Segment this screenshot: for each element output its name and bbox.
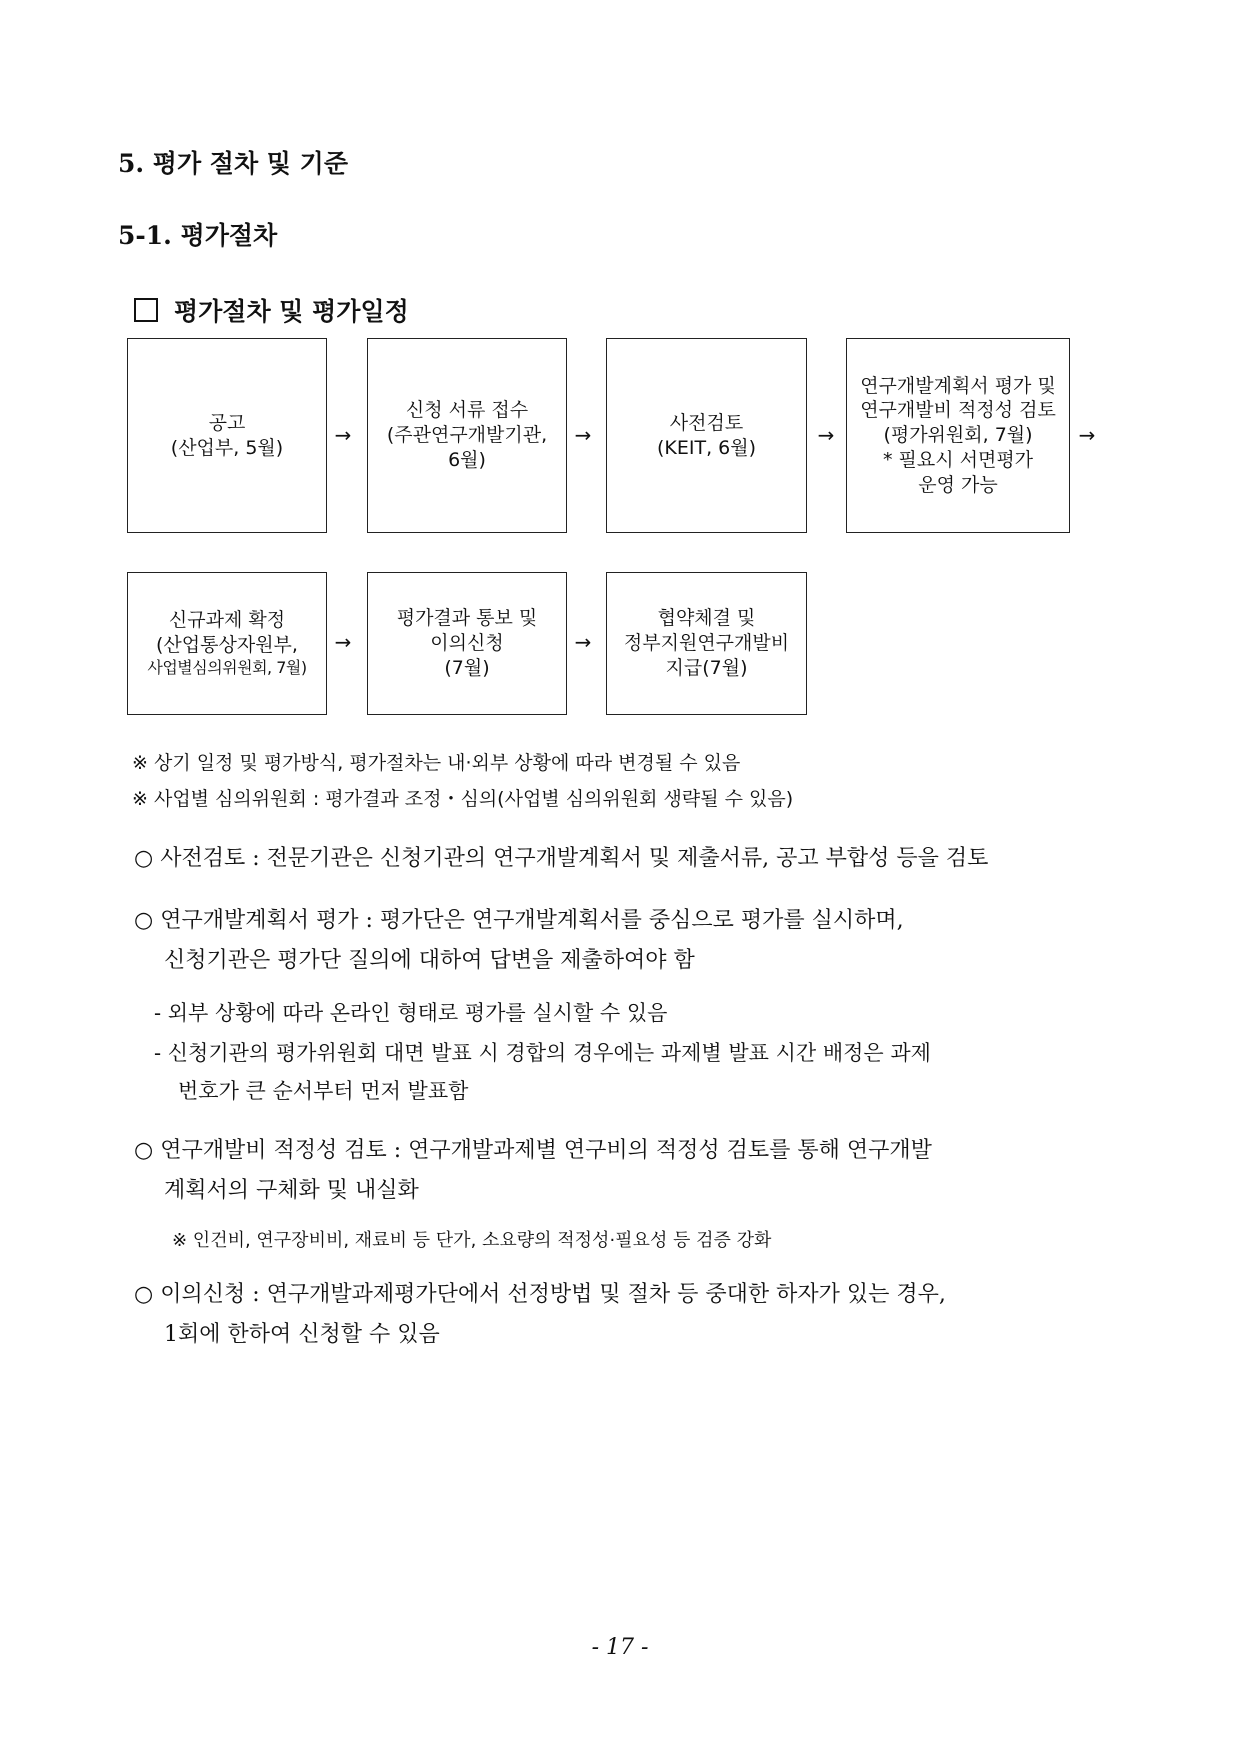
flow-box-plan-evaluation [846, 338, 1070, 533]
committee-note: ※ 사업별 심의위원회 : 평가결과 조정・심의(사업별 심의위원회 생략될 수 있음) [132, 788, 794, 810]
bullet-prereview: ○ 사전검토 : 전문기관은 신청기관의 연구개발계획서 및 제출서류, 공고 부합성 등을 검토 [134, 846, 989, 871]
flow-text: (주관연구개발기관, [386, 424, 548, 447]
flow-text: (산업부, 5월) [170, 436, 284, 459]
flow-arrow: → [334, 423, 352, 447]
bullet-objection: ○ 이의신청 : 연구개발과제평가단에서 선정방법 및 절차 등 중대한 하자가 있는 경우, [134, 1282, 946, 1307]
flow-text: 신청 서류 접수 [405, 399, 529, 422]
flow-text: 6월) [448, 448, 486, 471]
flow-box-application [367, 338, 567, 533]
flow-box-agreement [606, 572, 807, 715]
dash-presentation: - 신청기관의 평가위원회 대면 발표 시 경합의 경우에는 과제별 발표 시간 배정은 과제 [154, 1041, 931, 1065]
flow-text: 평가결과 통보 및 [396, 607, 538, 630]
flow-text: 사전검토 [669, 411, 744, 434]
flow-text: 사업별심의위원회, 7월) [147, 657, 307, 677]
flow-arrow: → [574, 423, 592, 447]
dash-presentation-cont: 번호가 큰 순서부터 먼저 발표함 [178, 1079, 469, 1103]
flow-box-confirmation [127, 572, 327, 715]
flow-text: (산업통상자원부, [156, 634, 298, 657]
section-heading: 5. 평가 절차 및 기준 [118, 149, 348, 178]
flow-text: 신규과제 확정 [168, 609, 286, 632]
subsection-heading: 5-1. 평가절차 [118, 221, 278, 250]
flow-text: (평가위원회, 7월) [883, 424, 1033, 447]
flow-box-prereview [606, 338, 807, 533]
budget-note: ※ 인건비, 연구장비비, 재료비 등 단가, 소요량의 적정성·필요성 등 검증 강화 [172, 1230, 772, 1251]
flow-text: 연구개발계획서 평가 및 [860, 374, 1056, 397]
flow-text: 지급(7월) [665, 656, 748, 679]
flow-arrow: → [334, 630, 352, 654]
flow-text: 운영 가능 [918, 473, 998, 496]
schedule-note: ※ 상기 일정 및 평가방식, 평가절차는 내·외부 상황에 따라 변경될 수 있음 [132, 752, 741, 774]
checkbox-heading-label: 평가절차 및 평가일정 [174, 297, 409, 326]
bullet-objection-cont: 1회에 한하여 신청할 수 있음 [164, 1322, 440, 1347]
checkbox-heading [134, 292, 409, 328]
bullet-budget-review: ○ 연구개발비 적정성 검토 : 연구개발과제별 연구비의 적정성 검토를 통해 연구개발 [134, 1138, 932, 1163]
bullet-plan-evaluation-cont: 신청기관은 평가단 질의에 대하여 답변을 제출하여야 함 [164, 948, 695, 973]
checkbox-square-icon [134, 298, 158, 322]
flow-box-result-notice [367, 572, 567, 715]
flow-box-announcement [127, 338, 327, 533]
flow-text: 협약체결 및 [657, 607, 756, 630]
dash-online: - 외부 상황에 따라 온라인 형태로 평가를 실시할 수 있음 [154, 1001, 668, 1025]
flow-arrow: → [817, 423, 835, 447]
flow-text: * 필요시 서면평가 [882, 448, 1034, 471]
flow-text: 공고 [208, 411, 246, 434]
page-number: - 17 - [591, 1635, 649, 1660]
bullet-plan-evaluation: ○ 연구개발계획서 평가 : 평가단은 연구개발계획서를 중심으로 평가를 실시하며, [134, 908, 904, 933]
flow-text: (KEIT, 6월) [656, 436, 757, 459]
flow-text: (7월) [444, 656, 490, 679]
flow-arrow: → [574, 630, 592, 654]
flow-text: 이의신청 [430, 632, 504, 655]
flow-text: 정부지원연구개발비 [623, 632, 790, 655]
flow-arrow: → [1078, 423, 1096, 447]
bullet-budget-review-cont: 계획서의 구체화 및 내실화 [164, 1178, 419, 1203]
flow-text: 연구개발비 적정성 검토 [860, 399, 1056, 422]
